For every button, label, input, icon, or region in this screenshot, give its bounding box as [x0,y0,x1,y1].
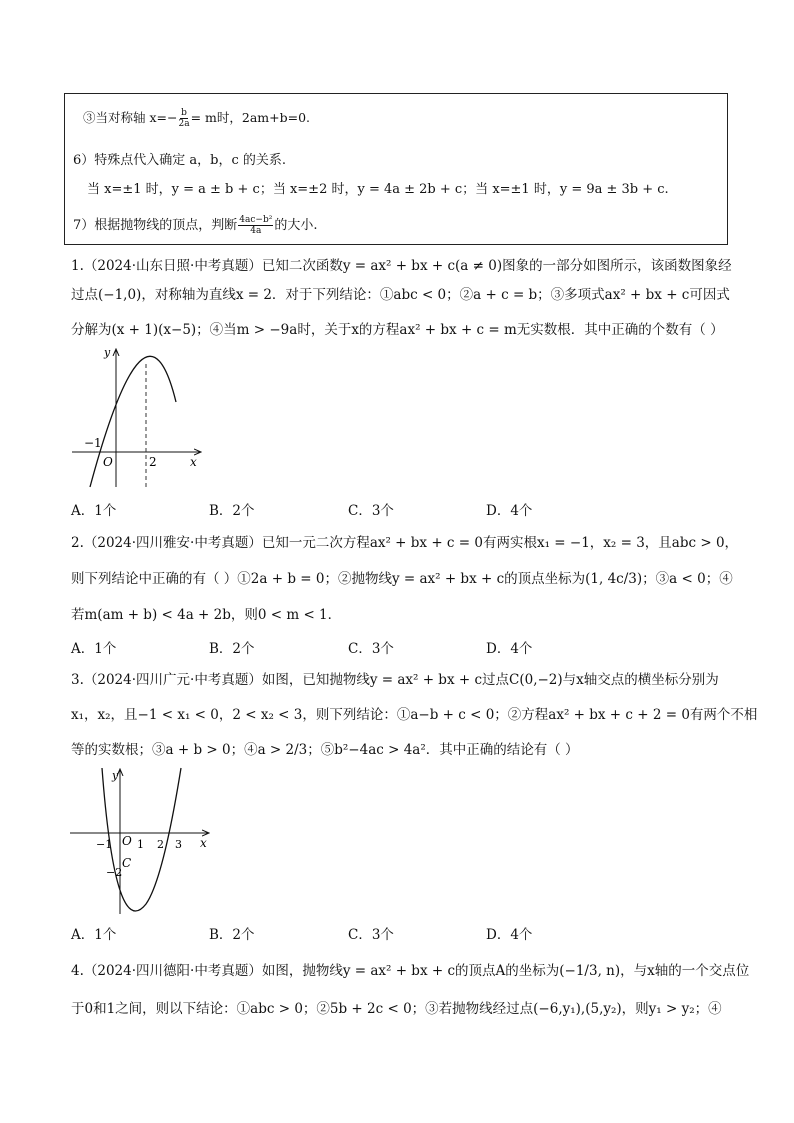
question-3-line-2: x₁，x₂，且−1 < x₁ < 0，2 < x₂ < 3，则下列结论：①a−b + c < 0；②方程ax² + bx + c + 2 = 0有两个不相 [71,707,758,723]
tick-label-2: 2 [149,455,157,469]
method-summary-box [64,93,728,245]
y-axis-label: y [104,346,111,359]
x-axis-label: x [200,836,207,850]
summary-line-6-title: 6）特殊点代入确定 a，b，c 的关系. [73,153,287,168]
question-3-graph [66,764,216,916]
tick-label-neg2: −2 [106,866,123,879]
option-c[interactable]: C．3个 [348,503,394,519]
tick-label-2: 2 [157,838,164,851]
question-4-line-2: 于0和1之间，则以下结论：①abc > 0；②5b + 2c < 0；③若抛物线经过点(−6,y₁),(5,y₂)，则y₁ > y₂；④ [71,1001,722,1017]
tick-label-1: 1 [137,838,144,851]
tick-label-3: 3 [175,838,182,851]
option-b[interactable]: B．2个 [209,503,255,519]
origin-label: O [122,834,132,848]
x-axis-label: x [190,455,197,469]
option-d[interactable]: D．4个 [486,641,533,657]
fraction-discriminant: $\frac{\text{4ac−b²}}{4a}$ [239,215,273,236]
question-3-line-1: 3.（2024·四川广元·中考真题）如图，已知抛物线y = ax² + bx + c过点C(0,−2)与x轴交点的横坐标分别为 [71,672,719,688]
option-d[interactable]: D．4个 [486,927,533,943]
summary-line-6-detail: 当 x=±1 时，y = a ± b + c；当 x=±2 时，y = 4a ± 2b + c；当 x=±1 时，y = 9a ± 3b + c. [87,182,669,197]
fraction-b-over-2a: $\frac{b}{2a}$ [178,108,190,129]
summary-line-3: ③当对称轴 x=− $\frac{b}{2a}$ = m时，2am+b=0. [83,108,311,129]
option-c[interactable]: C．3个 [348,927,394,943]
option-a[interactable]: A．1个 [71,503,117,519]
question-1-line-1: 1.（2024·山东日照·中考真题）已知二次函数y = ax² + bx + c(a ≠ 0)图象的一部分如图所示，该函数图象经 [71,258,732,274]
tick-label-neg1: −1 [96,838,113,851]
option-b[interactable]: B．2个 [209,927,255,943]
option-a[interactable]: A．1个 [71,927,117,943]
option-c[interactable]: C．3个 [348,641,394,657]
question-2-line-3: 若m(am + b) < 4a + 2b，则0 < m < 1． [71,607,342,623]
option-b[interactable]: B．2个 [209,641,255,657]
vertex-coordinate: (1, 4c/3) [585,571,643,587]
question-1-line-3: 分解为(x + 1)(x−5)；④当m > −9a时，关于x的方程ax² + bx + c = m无实数根．其中正确的个数有（ ） [71,322,724,338]
option-d[interactable]: D．4个 [486,503,533,519]
question-1-line-2: 过点(−1,0)，对称轴为直线x = 2．对于下列结论：①abc < 0；②a + c = b；③多项式ax² + bx + c可因式 [71,287,730,303]
tick-label-neg1: −1 [84,436,102,450]
question-3-line-3: 等的实数根；③a + b > 0；④a > 2/3；⑤b²−4ac > 4a²．其中正确的结论有（ ） [71,742,579,758]
option-a[interactable]: A．1个 [71,641,117,657]
point-c-label: C [122,856,132,870]
question-1-graph [66,342,216,492]
question-2-line-2: 则下列结论中正确的有（ ）①2a + b = 0；②抛物线y = ax² + bx + c的顶点坐标为(1, 4c/3)；③a < 0；④ [71,571,733,587]
question-4-line-1: 4.（2024·四川德阳·中考真题）如图，抛物线y = ax² + bx + c的顶点A的坐标为(−1/3, n)，与x轴的一个交点位 [71,963,750,979]
question-2-line-1: 2.（2024·四川雅安·中考真题）已知一元二次方程ax² + bx + c = 0有两实根x₁ = −1，x₂ = 3，且abc > 0， [71,535,739,551]
y-axis-label: y [112,769,119,782]
summary-line-7: 7）根据抛物线的顶点，判断 $\frac{\text{4ac−b²}}{4a}$ 的大小. [73,215,318,236]
origin-label: O [103,455,113,469]
